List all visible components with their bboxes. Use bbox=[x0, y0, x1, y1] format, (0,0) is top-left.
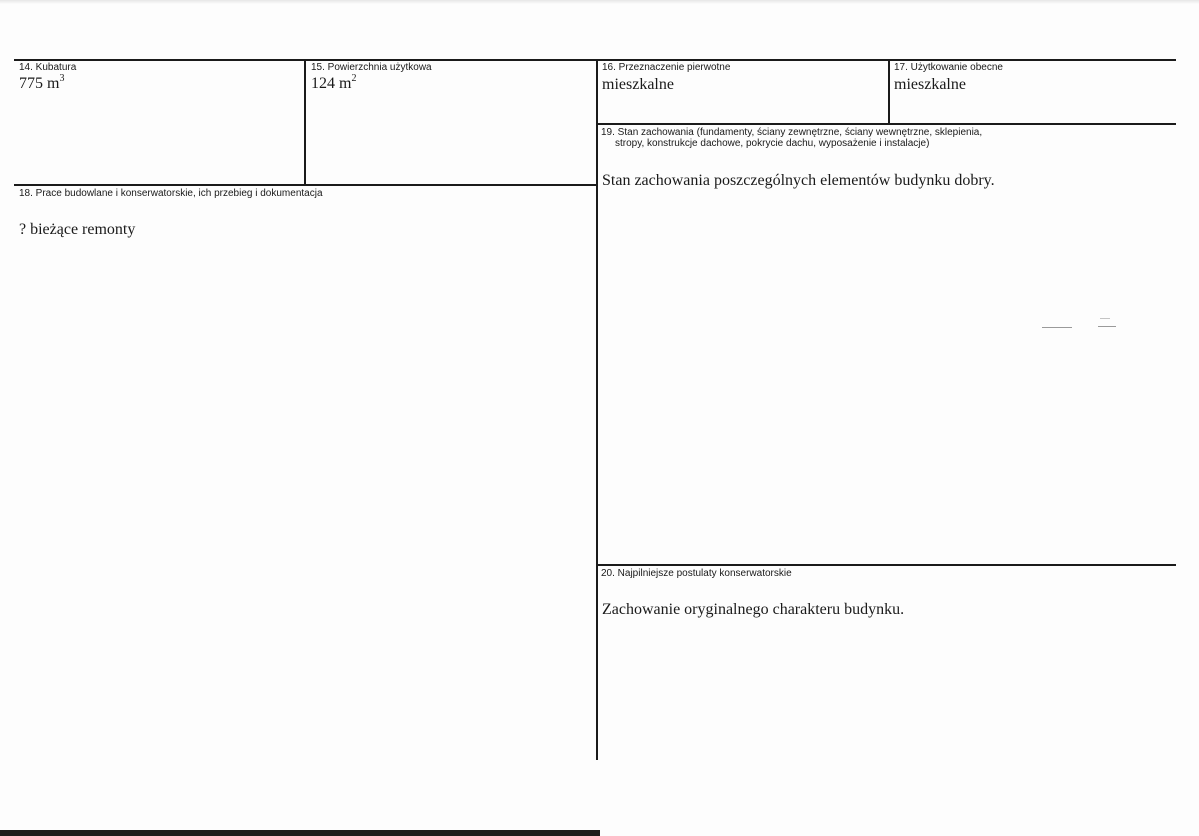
field-20-label: 20. Najpilniejsze postulaty konserwatorskie bbox=[601, 568, 792, 579]
field-18-label: 18. Prace budowlane i konserwatorskie, ich przebieg i dokumentacja bbox=[19, 188, 323, 199]
divider-14-15 bbox=[304, 60, 306, 185]
field-14-label: 14. Kubatura bbox=[19, 62, 77, 73]
field-16-label: 16. Przeznaczenie pierwotne bbox=[602, 62, 731, 73]
field-14-exponent: 3 bbox=[59, 72, 65, 84]
field-16-value: mieszkalne bbox=[602, 76, 674, 93]
field-20-value: Zachowanie oryginalnego charakteru budynku. bbox=[602, 601, 905, 618]
line-above-18 bbox=[14, 184, 598, 186]
field-15-number: 124 m bbox=[311, 75, 352, 92]
field-15-label: 15. Powierzchnia użytkowa bbox=[311, 62, 432, 73]
field-17-label: 17. Użytkowanie obecne bbox=[894, 62, 1003, 73]
field-14-number: 775 m bbox=[19, 75, 60, 92]
line-above-19 bbox=[596, 123, 1176, 125]
divider-16-17 bbox=[888, 60, 890, 124]
scan-smudge bbox=[1098, 326, 1116, 327]
scan-smudge bbox=[1100, 318, 1110, 319]
field-14-value bbox=[19, 72, 65, 93]
field-19-value: Stan zachowania poszczególnych elementów budynku dobry. bbox=[602, 172, 995, 189]
field-15-value bbox=[311, 72, 357, 93]
field-18-value: ? bieżące remonty bbox=[19, 221, 136, 238]
field-19-label bbox=[601, 127, 1071, 149]
scan-bottom-edge bbox=[0, 830, 600, 836]
center-vertical-divider bbox=[596, 60, 598, 760]
scan-top-edge bbox=[0, 0, 1199, 4]
field-19-label-line1: 19. Stan zachowania (fundamenty, ściany zewnętrzne, ściany wewnętrzne, sklepienia, bbox=[601, 127, 983, 138]
scan-smudge bbox=[1042, 327, 1072, 328]
top-border-line bbox=[14, 59, 1176, 61]
field-15-exponent: 2 bbox=[351, 72, 357, 84]
line-above-20 bbox=[596, 564, 1176, 566]
field-17-value: mieszkalne bbox=[894, 76, 966, 93]
field-19-label-line2: stropy, konstrukcje dachowe, pokrycie dachu, wyposażenie i instalacje) bbox=[615, 138, 930, 149]
